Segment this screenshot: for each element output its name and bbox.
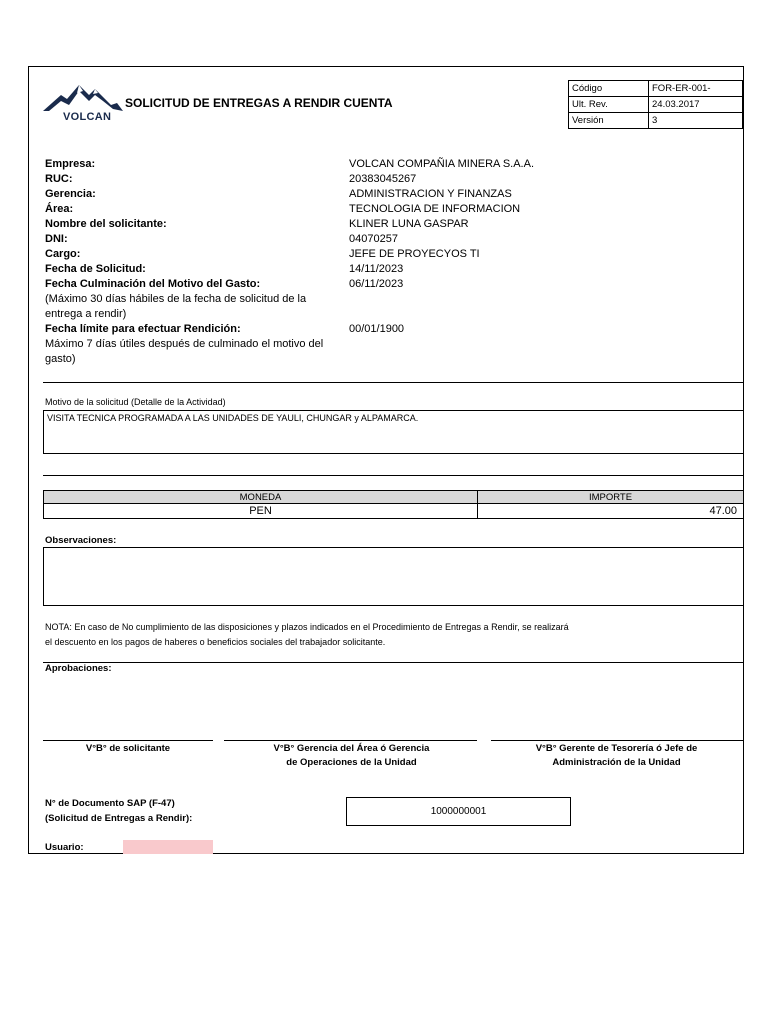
- motivo-box: [43, 410, 744, 454]
- ruc-label: RUC:: [45, 173, 73, 185]
- sap-label-line1: N° de Documento SAP (F-47): [45, 798, 175, 809]
- meta-row: [569, 113, 743, 129]
- volcan-logo: [43, 81, 123, 127]
- usuario-label: Usuario:: [45, 842, 84, 853]
- motivo-label: Motivo de la solicitud (Detalle de la Actividad): [45, 397, 226, 407]
- fecha-culminacion-value: 06/11/2023: [349, 278, 404, 290]
- ruc-value: 20383045267: [349, 173, 417, 185]
- importe-value: 47.00: [477, 503, 744, 519]
- divider: [43, 475, 744, 476]
- fecha-limite-value: 00/01/1900: [349, 323, 405, 335]
- signature-line: [224, 740, 477, 741]
- gerencia-value: ADMINISTRACION Y FINANZAS: [349, 188, 512, 200]
- signature-gerencia: V°B° Gerencia del Área ó Gerencia de Operaciones de la Unidad: [273, 743, 430, 768]
- dni-value: 04070257: [349, 233, 398, 245]
- moneda-value: PEN: [43, 503, 478, 519]
- nota-text: NOTA: En caso de No cumplimiento de las disposiciones y plazos indicados en el Procedimiento de Entregas a Rendir, se realizará el descuento en los pagos de haberes o beneficios sociales del trabajador solicitante.: [45, 622, 569, 647]
- signature-line: [43, 740, 213, 741]
- signature-solicitante: V°B° de solicitante: [85, 743, 171, 754]
- document-meta-table: [568, 80, 743, 129]
- meta-row: [569, 81, 743, 97]
- gerencia-label: Gerencia:: [45, 188, 96, 200]
- aprobaciones-label: Aprobaciones:: [45, 663, 112, 674]
- meta-key: Código: [569, 81, 649, 97]
- dni-label: DNI:: [45, 233, 68, 245]
- empresa-label: Empresa:: [45, 158, 96, 170]
- culminacion-note: (Máximo 30 días hábiles de la fecha de solicitud de la entrega a rendir): [45, 293, 307, 320]
- signature-tesoreria: V°B° Gerente de Tesorería ó Jefe de Administración de la Unidad: [535, 743, 698, 768]
- observaciones-label: Observaciones:: [45, 535, 117, 546]
- nombre-value: KLINER LUNA GASPAR: [349, 218, 469, 230]
- area-value: TECNOLOGIA DE INFORMACION: [349, 203, 521, 215]
- moneda-header: MONEDA: [43, 490, 478, 504]
- importe-header: IMPORTE: [477, 490, 744, 504]
- fecha-solicitud-value: 14/11/2023: [349, 263, 404, 275]
- usuario-field[interactable]: [123, 840, 213, 854]
- meta-row: [569, 97, 743, 113]
- fecha-culminacion-label: Fecha Culminación del Motivo del Gasto:: [45, 278, 261, 290]
- form-page: [28, 66, 744, 854]
- sap-label-line2: (Solicitud de Entregas a Rendir):: [45, 813, 193, 824]
- sap-document-field[interactable]: 1000000001: [346, 797, 571, 826]
- empresa-value: VOLCAN COMPAÑIA MINERA S.A.A.: [349, 158, 535, 170]
- limite-note: Máximo 7 días útiles después de culminado el motivo del gasto): [45, 338, 324, 365]
- meta-key: Ult. Rev.: [569, 97, 649, 113]
- meta-value: FOR-ER-001-: [649, 81, 743, 97]
- logo-text: VOLCAN: [63, 111, 112, 123]
- cargo-value: JEFE DE PROYECYOS TI: [349, 248, 480, 260]
- observaciones-box: [43, 547, 744, 606]
- meta-value: 3: [649, 113, 743, 129]
- divider: [43, 382, 744, 383]
- area-label: Área:: [45, 203, 74, 215]
- meta-value: 24.03.2017: [649, 97, 743, 113]
- fecha-solicitud-label: Fecha de Solicitud:: [45, 263, 146, 275]
- divider: [43, 662, 744, 663]
- signature-line: [491, 740, 744, 741]
- motivo-text: VISITA TECNICA PROGRAMADA A LAS UNIDADES DE YAULI, CHUNGAR y ALPAMARCA.: [47, 413, 419, 423]
- meta-key: Versión: [569, 113, 649, 129]
- fecha-limite-label: Fecha límite para efectuar Rendición:: [45, 323, 241, 335]
- cargo-label: Cargo:: [45, 248, 81, 260]
- form-title: SOLICITUD DE ENTREGAS A RENDIR CUENTA: [125, 96, 393, 110]
- nombre-label: Nombre del solicitante:: [45, 218, 167, 230]
